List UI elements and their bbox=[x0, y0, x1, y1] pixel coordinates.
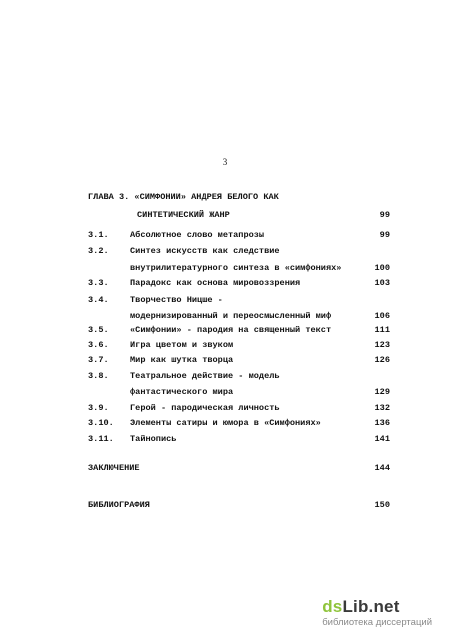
toc-page: 129 bbox=[374, 387, 390, 397]
toc-title: Театральное действие - модель bbox=[130, 371, 280, 381]
toc-page: 136 bbox=[374, 418, 390, 428]
toc-number: 3.2. bbox=[88, 246, 109, 256]
toc-conclusion: ЗАКЛЮЧЕНИЕ bbox=[88, 463, 140, 473]
toc-title: Герой - пародическая личность bbox=[130, 403, 280, 413]
toc-number: 3.1. bbox=[88, 230, 109, 240]
chapter-page: 99 bbox=[379, 210, 390, 220]
toc-page: 100 bbox=[374, 263, 390, 273]
toc-number: 3.5. bbox=[88, 325, 109, 335]
toc-page: 99 bbox=[379, 230, 390, 240]
toc-title: Игра цветом и звуком bbox=[130, 340, 234, 350]
chapter-title-line1: ГЛАВА 3. «СИМФОНИИ» АНДРЕЯ БЕЛОГО КАК bbox=[88, 192, 279, 202]
toc-title: Синтез искусств как следствие bbox=[130, 246, 280, 256]
dslib-subtitle: библиотека диссертаций bbox=[322, 617, 432, 628]
toc-title: Мир как шутка творца bbox=[130, 355, 234, 365]
toc-page: 144 bbox=[374, 463, 390, 473]
toc-title-cont: фантастического мира bbox=[130, 387, 234, 397]
toc-page: 126 bbox=[374, 355, 390, 365]
toc-page: 132 bbox=[374, 403, 390, 413]
toc-number: 3.9. bbox=[88, 403, 109, 413]
toc-number: 3.8. bbox=[88, 371, 109, 381]
toc-title: «Симфонии» - пародия на священный текст bbox=[130, 325, 332, 335]
toc-number: 3.10. bbox=[88, 418, 114, 428]
dslib-watermark[interactable] bbox=[322, 598, 432, 628]
toc-number: 3.3. bbox=[88, 278, 109, 288]
toc-title: Парадокс как основа мировоззрения bbox=[130, 278, 301, 288]
toc-title: Творчество Ницше - bbox=[130, 295, 223, 305]
toc-title: Тайнопись bbox=[130, 434, 177, 444]
toc-page: 111 bbox=[374, 325, 390, 335]
toc-title: Абсолютное слово метапрозы bbox=[130, 230, 265, 240]
toc-number: 3.6. bbox=[88, 340, 109, 350]
toc-page: 150 bbox=[374, 500, 390, 510]
toc-page: 106 bbox=[374, 311, 390, 321]
toc-number: 3.7. bbox=[88, 355, 109, 365]
toc-page: 103 bbox=[374, 278, 390, 288]
toc-number: 3.11. bbox=[88, 434, 114, 444]
toc-number: 3.4. bbox=[88, 295, 109, 305]
toc-title-cont: модернизированный и переосмысленный миф bbox=[130, 311, 332, 321]
page-number: 3 bbox=[222, 157, 228, 167]
chapter-title-line2: СИНТЕТИЧЕСКИЙ ЖАНР bbox=[137, 210, 230, 220]
dslib-logo: dsLib.net bbox=[322, 597, 400, 616]
toc-page: 123 bbox=[374, 340, 390, 350]
toc-title-cont: внутрилитературного синтеза в «симфониях» bbox=[130, 263, 342, 273]
toc-title: Элементы сатиры и юмора в «Симфониях» bbox=[130, 418, 321, 428]
toc-page: 141 bbox=[374, 434, 390, 444]
toc-bibliography: БИБЛИОГРАФИЯ bbox=[88, 500, 150, 510]
